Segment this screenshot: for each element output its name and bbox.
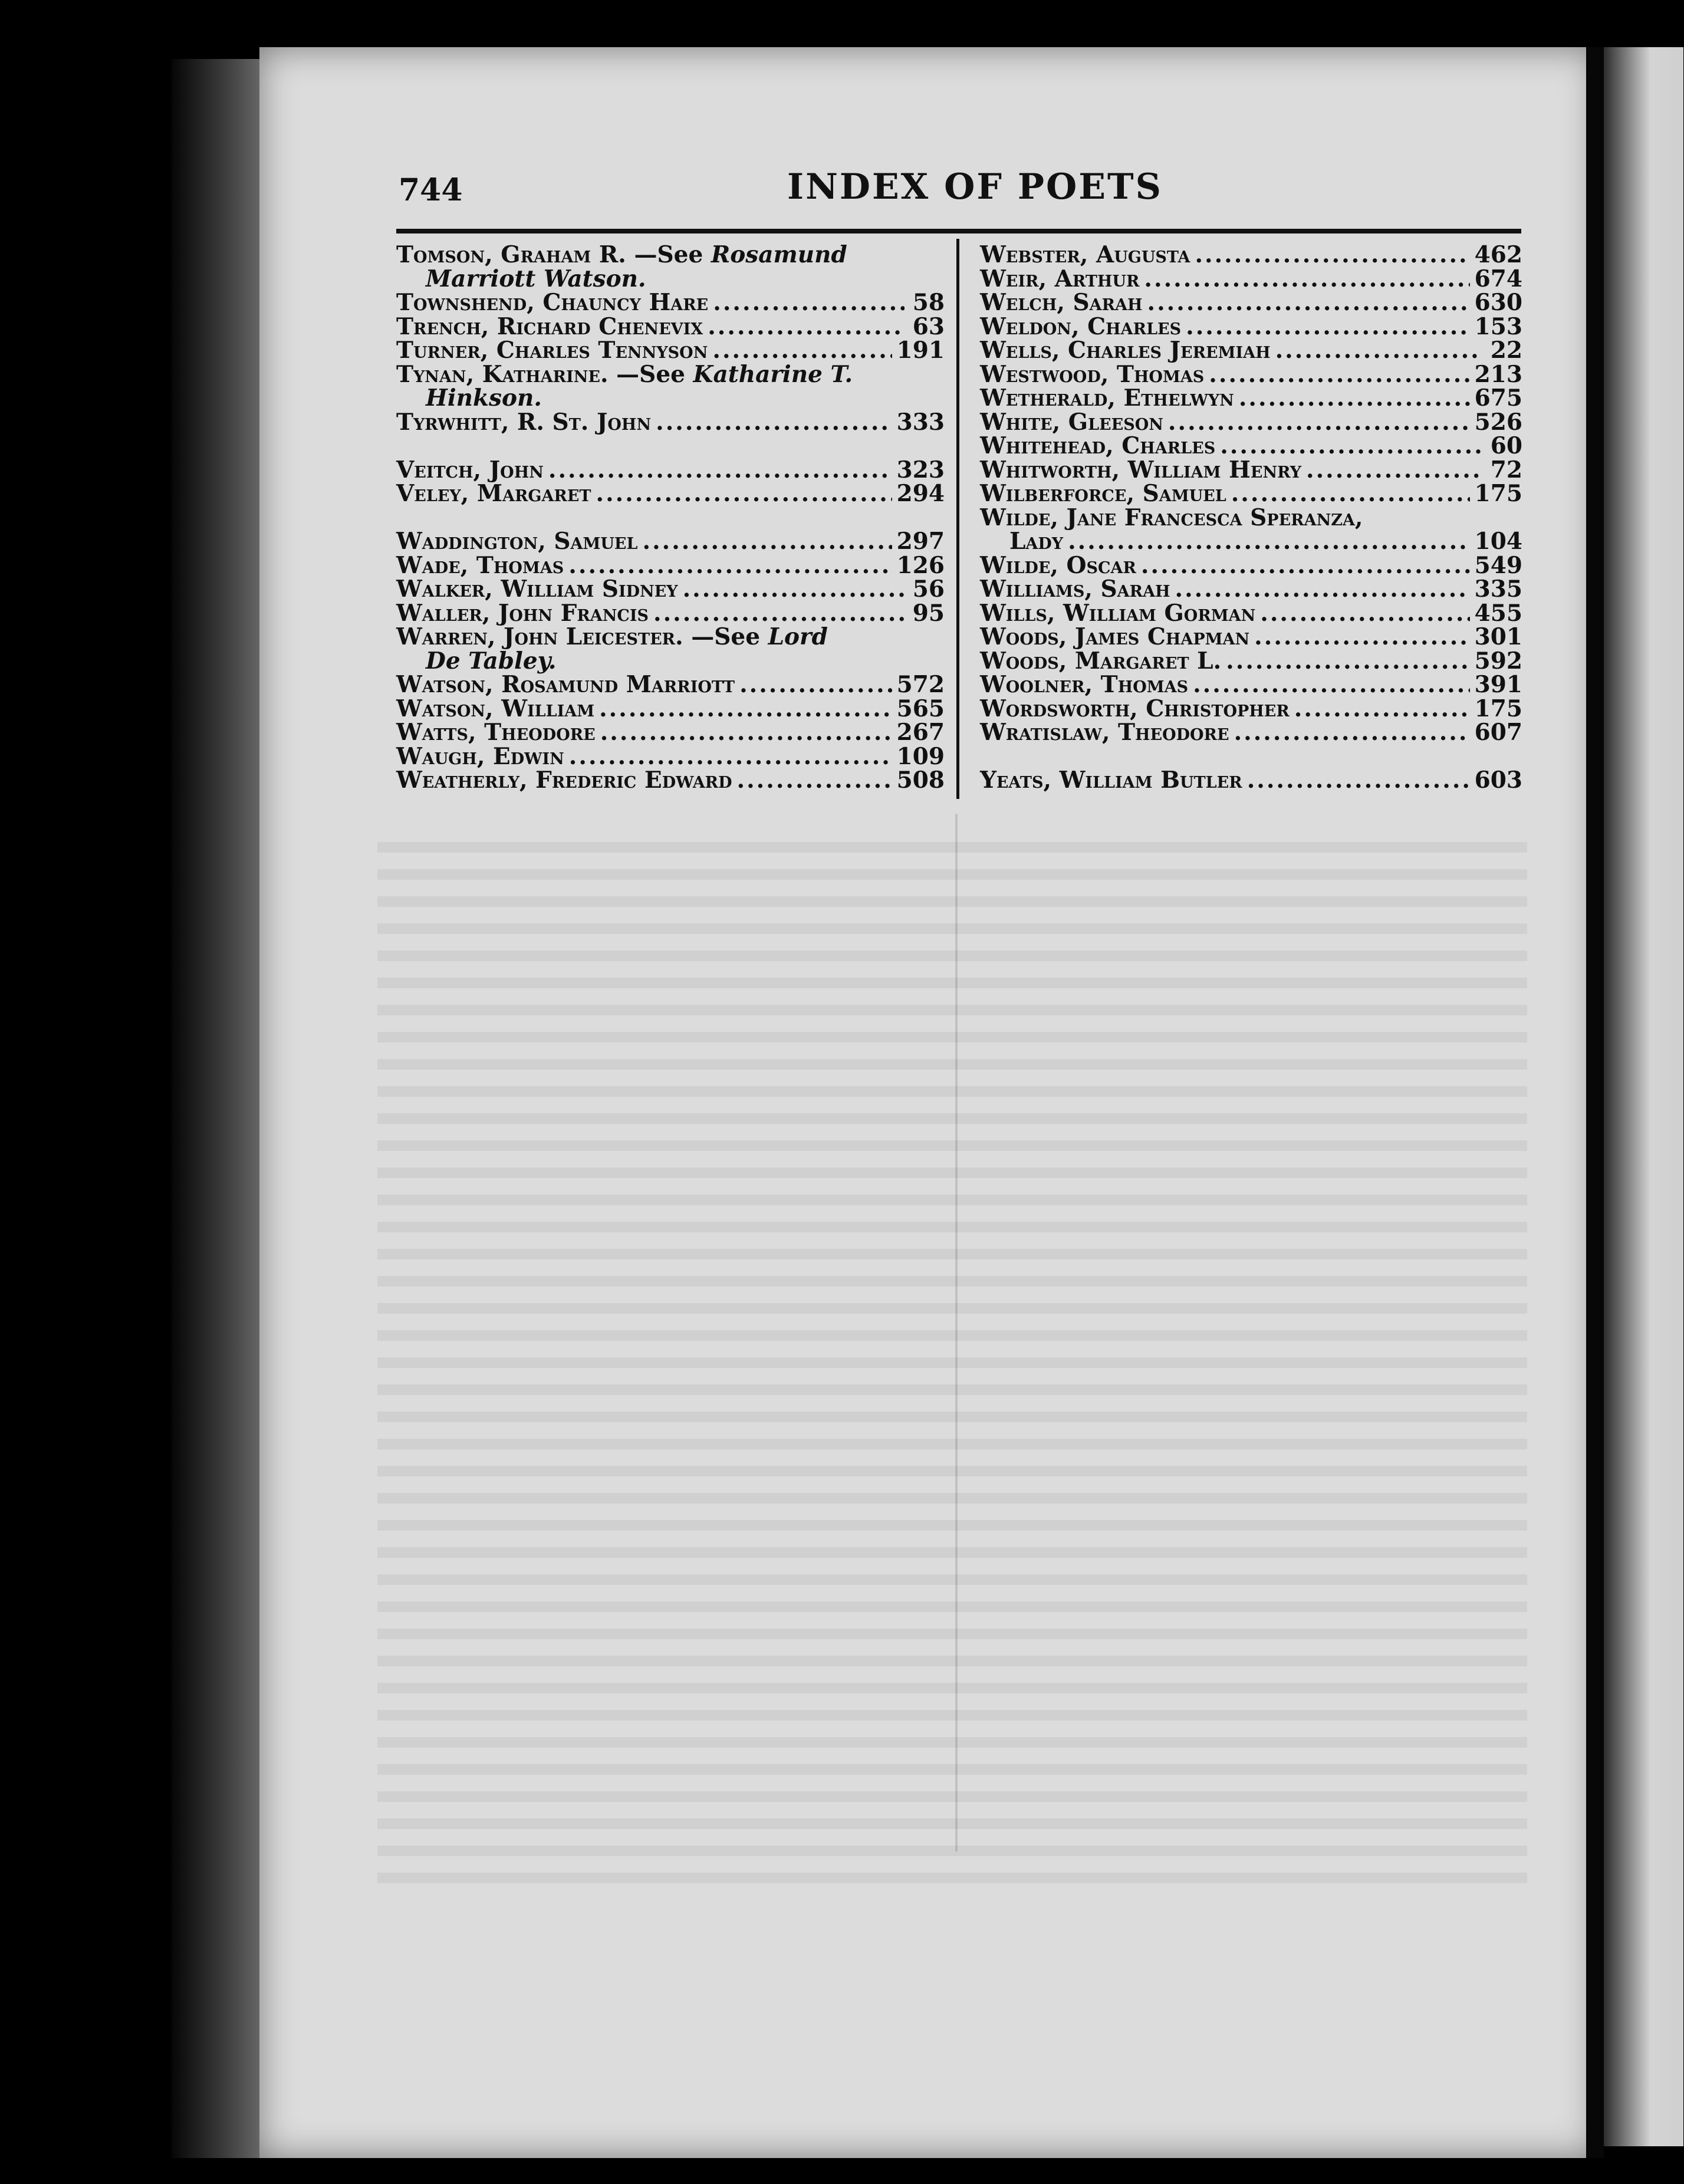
page-ref: 191 xyxy=(896,337,945,364)
page-ref: 592 xyxy=(1474,647,1522,675)
index-entry xyxy=(396,291,945,315)
dot-leader xyxy=(1294,697,1470,721)
page-ref: 526 xyxy=(1474,408,1522,436)
dot-leader xyxy=(599,697,892,721)
index-entry xyxy=(980,360,1522,388)
running-title: INDEX OF POETS xyxy=(787,166,1163,208)
page-ref: 153 xyxy=(1474,313,1522,340)
page-ref: 63 xyxy=(912,313,945,340)
index-entry xyxy=(980,243,1522,267)
dot-leader xyxy=(1260,601,1469,626)
page-ref: 391 xyxy=(1474,671,1522,698)
dot-leader xyxy=(1195,243,1469,267)
letter-gap xyxy=(396,434,945,458)
index-entry xyxy=(980,673,1522,697)
page-ref: 60 xyxy=(1490,432,1522,459)
page-ref: 175 xyxy=(1474,695,1522,722)
index-entry xyxy=(396,529,945,554)
poet-name: Watson, Rosamund Marriott xyxy=(396,671,735,698)
index-entry xyxy=(396,768,945,792)
poet-name: Williams, Sarah xyxy=(980,575,1170,603)
page-ref: 72 xyxy=(1490,456,1522,483)
book-spine-shadow xyxy=(171,59,265,2158)
dot-leader xyxy=(596,482,892,506)
index-entry xyxy=(396,721,945,745)
poet-name: Weldon, Charles xyxy=(980,313,1182,340)
index-entry xyxy=(980,697,1522,721)
page-ref: 462 xyxy=(1474,241,1522,268)
poet-name: Tynan, Katharine. xyxy=(396,360,609,388)
poet-name: Walker, William Sidney xyxy=(396,575,678,603)
index-entry xyxy=(980,768,1522,792)
page-ref: 297 xyxy=(896,528,945,555)
poet-name: Whitehead, Charles xyxy=(980,432,1216,459)
index-entry xyxy=(980,386,1522,410)
cross-reference-continuation xyxy=(396,267,945,291)
dot-leader xyxy=(548,458,892,482)
cross-reference-continuation xyxy=(396,649,945,673)
next-page-edge xyxy=(1601,47,1683,2146)
index-entry xyxy=(396,742,945,770)
poet-name: Westwood, Thomas xyxy=(980,360,1205,388)
poet-name: Wilde, Oscar xyxy=(980,551,1136,579)
index-entry xyxy=(396,482,945,506)
page-ref: 301 xyxy=(1474,623,1522,650)
page-ref: 549 xyxy=(1474,551,1522,579)
index-entry xyxy=(980,315,1522,339)
column-divider xyxy=(956,239,959,799)
page-ref: 267 xyxy=(896,719,945,746)
poet-name: Tomson, Graham R. xyxy=(396,241,626,268)
letter-gap xyxy=(980,745,1522,769)
poet-name-continued: Lady xyxy=(1009,528,1064,555)
dot-leader xyxy=(713,291,905,315)
page-ref: 508 xyxy=(896,767,945,794)
dot-leader xyxy=(1239,386,1470,410)
poet-name: Wratislaw, Theodore xyxy=(980,719,1229,746)
poet-name: Weatherly, Frederic Edward xyxy=(396,767,732,794)
see-target-continued: Hinkson. xyxy=(426,384,542,412)
page-ref: 565 xyxy=(896,695,945,722)
header-rule xyxy=(396,229,1521,233)
poet-name: Watts, Theodore xyxy=(396,719,596,746)
dot-leader xyxy=(1231,482,1470,506)
see-target: Lord xyxy=(768,623,828,650)
dot-leader xyxy=(683,577,905,601)
page-ref: 109 xyxy=(896,742,945,770)
index-entry xyxy=(980,649,1522,673)
index-entry xyxy=(980,434,1522,458)
index-entry xyxy=(980,551,1522,579)
poet-name: Woods, Margaret L. xyxy=(980,647,1222,675)
index-entry xyxy=(980,482,1522,506)
page-ref: 675 xyxy=(1474,384,1522,412)
dot-leader xyxy=(1144,267,1469,291)
poet-name: White, Gleeson xyxy=(980,408,1163,436)
poet-name: Turner, Charles Tennyson xyxy=(396,337,708,364)
index-entry xyxy=(980,338,1522,363)
index-entry xyxy=(980,410,1522,435)
poet-name: Wade, Thomas xyxy=(396,551,564,579)
dot-leader xyxy=(568,554,892,578)
dot-leader xyxy=(1168,410,1470,435)
dot-leader xyxy=(1254,625,1469,649)
page-ref: 126 xyxy=(896,551,945,579)
page-ref: 104 xyxy=(1474,528,1522,555)
page-gutter xyxy=(1586,47,1604,2158)
page-ref: 175 xyxy=(1474,480,1522,507)
dot-leader xyxy=(1175,577,1470,601)
show-through-text xyxy=(377,825,1527,1887)
dot-leader xyxy=(600,721,892,745)
page-ref: 333 xyxy=(896,408,945,436)
poet-name: Wordsworth, Christopher xyxy=(980,695,1290,722)
page-ref: 630 xyxy=(1474,289,1522,316)
index-entry xyxy=(396,551,945,579)
dot-leader xyxy=(1209,363,1469,387)
poet-name: Warren, John Leicester. xyxy=(396,623,683,650)
poet-name: Tyrwhitt, R. St. John xyxy=(396,408,652,436)
index-entry xyxy=(980,721,1522,745)
poet-name: Wells, Charles Jeremiah xyxy=(980,337,1271,364)
index-entry xyxy=(396,410,945,435)
dot-leader xyxy=(643,529,892,554)
poet-name: Wilde, Jane Francesca Speranza, xyxy=(980,504,1363,531)
poet-name: Watson, William xyxy=(396,695,595,722)
dot-leader xyxy=(1193,673,1470,697)
index-entry xyxy=(396,315,945,339)
dot-leader xyxy=(737,768,892,792)
page-ref: 572 xyxy=(896,671,945,698)
page-ref: 95 xyxy=(912,599,945,627)
cross-reference-entry xyxy=(396,360,945,388)
poet-name: Waller, John Francis xyxy=(396,599,649,627)
dot-leader xyxy=(656,410,892,435)
dot-leader xyxy=(1141,554,1470,578)
index-entry xyxy=(396,458,945,482)
dot-leader xyxy=(1247,768,1470,792)
poet-name: Wilberforce, Samuel xyxy=(980,480,1226,507)
index-entry xyxy=(980,625,1522,649)
dot-leader xyxy=(1068,529,1470,554)
index-column-right xyxy=(980,243,1522,792)
see-target-continued: Marriott Watson. xyxy=(426,265,646,292)
dot-leader xyxy=(1186,315,1469,339)
dot-leader xyxy=(739,673,892,697)
index-entry xyxy=(396,338,945,363)
index-entry xyxy=(396,673,945,697)
cross-reference-entry xyxy=(396,625,945,649)
poet-name: Trench, Richard Chenevix xyxy=(396,313,703,340)
letter-gap xyxy=(396,506,945,530)
poet-name: Townshend, Chauncy Hare xyxy=(396,289,709,316)
index-entry xyxy=(980,267,1522,291)
index-entry xyxy=(396,697,945,721)
index-entry xyxy=(980,458,1522,482)
show-through-column-rule xyxy=(955,814,958,1851)
poet-name: Woolner, Thomas xyxy=(980,671,1189,698)
poet-name: Waugh, Edwin xyxy=(396,742,564,770)
dot-leader xyxy=(1220,434,1482,458)
cross-reference-entry xyxy=(396,243,945,267)
poet-name: Veitch, John xyxy=(396,456,544,483)
poet-name: Waddington, Samuel xyxy=(396,528,638,555)
page-ref: 56 xyxy=(912,575,945,603)
dot-leader xyxy=(653,601,905,626)
dot-leader xyxy=(712,338,892,363)
poet-name: Whitworth, William Henry xyxy=(980,456,1302,483)
dot-leader xyxy=(708,315,905,339)
page-ref: 323 xyxy=(896,456,945,483)
dot-leader xyxy=(1147,291,1470,315)
index-entry xyxy=(396,601,945,626)
index-entry-continuation xyxy=(980,529,1522,554)
poet-name: Wetherald, Ethelwyn xyxy=(980,384,1234,412)
poet-name: Veley, Margaret xyxy=(396,480,591,507)
index-entry xyxy=(980,577,1522,601)
index-entry xyxy=(396,577,945,601)
see-target: Katharine T. xyxy=(693,360,853,388)
dot-leader xyxy=(1234,721,1470,745)
cross-reference-continuation xyxy=(396,386,945,410)
page-ref: 58 xyxy=(912,289,945,316)
see-label: —See xyxy=(634,241,703,268)
multiline-entry xyxy=(980,506,1522,530)
page-ref: 674 xyxy=(1474,265,1522,292)
poet-name: Yeats, William Butler xyxy=(980,767,1242,794)
page-ref: 294 xyxy=(896,480,945,507)
dot-leader xyxy=(1275,338,1482,363)
dot-leader xyxy=(1226,649,1469,673)
page-ref: 335 xyxy=(1474,575,1522,603)
see-target: Rosamund xyxy=(711,241,847,268)
dot-leader xyxy=(1306,458,1482,482)
poet-name: Wills, William Gorman xyxy=(980,599,1256,627)
poet-name: Weir, Arthur xyxy=(980,265,1140,292)
poet-name: Woods, James Chapman xyxy=(980,623,1250,650)
index-entry xyxy=(980,601,1522,626)
page-ref: 607 xyxy=(1474,719,1522,746)
poet-name: Welch, Sarah xyxy=(980,289,1143,316)
page-ref: 213 xyxy=(1474,360,1522,388)
page-ref: 455 xyxy=(1474,599,1522,627)
see-label: —See xyxy=(616,360,685,388)
page-ref: 22 xyxy=(1490,337,1522,364)
page-ref: 603 xyxy=(1474,767,1522,794)
poet-name: Webster, Augusta xyxy=(980,241,1190,268)
see-label: —See xyxy=(691,623,761,650)
dot-leader xyxy=(569,745,892,769)
see-target-continued: De Tabley. xyxy=(426,647,557,675)
index-entry xyxy=(980,291,1522,315)
index-column-left xyxy=(396,243,945,792)
page-number: 744 xyxy=(399,172,463,208)
